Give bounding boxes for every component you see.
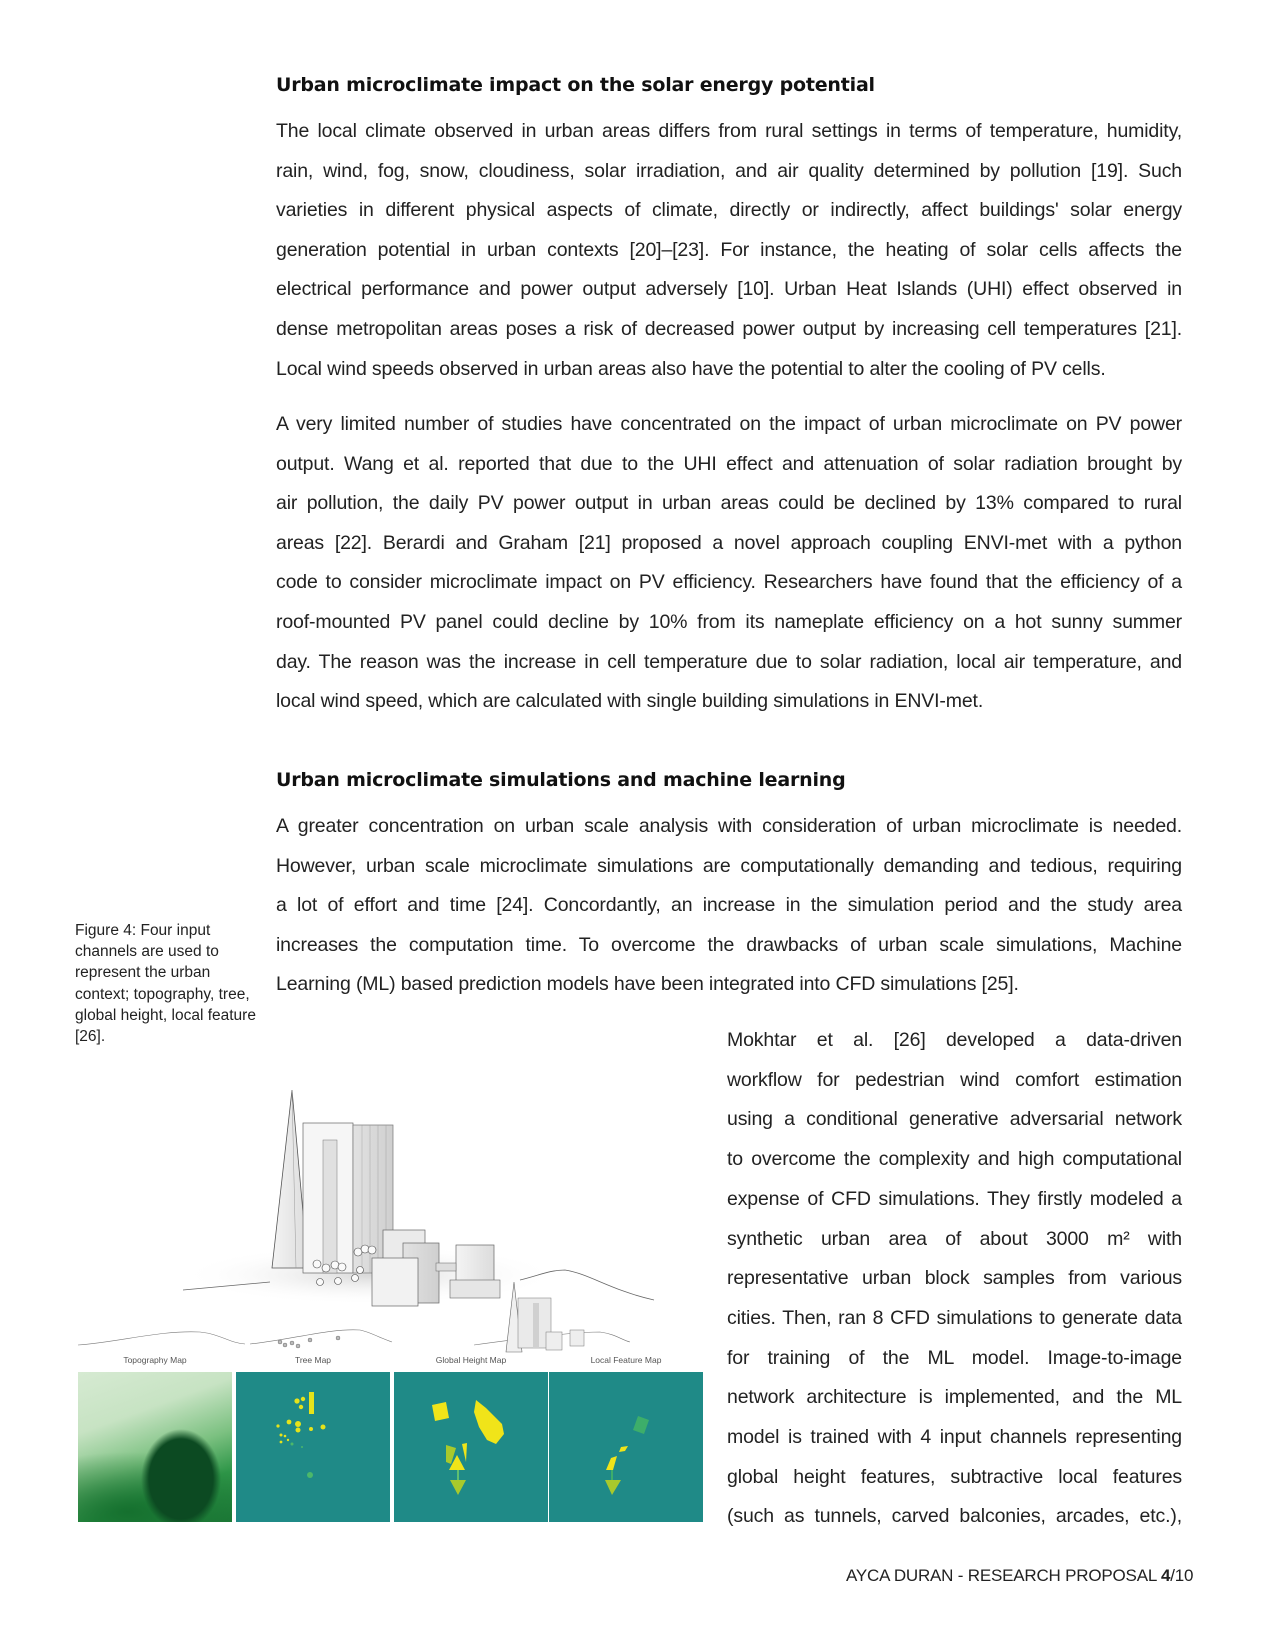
text-line: The local climate observed in urban areas differs from rural settings in terms of temperature, humidity, [276,120,1182,142]
text-line: expense of CFD simulations. They firstly modeled a [727,1187,1182,1210]
text-line: to overcome the complexity and high computational [727,1148,1182,1171]
section-heading-solar-potential: Urban microclimate impact on the solar energy potential [276,74,875,96]
text-line: increases the computation time. To overcome the drawbacks of urban scale simulations, Machine [276,933,1182,956]
text-line: output. Wang et al. reported that due to the UHI effect and attenuation of solar radiation brought by [276,452,1182,475]
map-label-topography: Topography Map [123,1355,187,1365]
page-footer [846,1566,1193,1586]
text-line: Local wind speeds observed in urban areas also have the potential to alter the cooling of PV cells. [276,357,1106,380]
paragraph-mokhtar [727,1021,1182,1537]
text-line: representative urban block samples from various [727,1267,1182,1290]
text-line: However, urban scale microclimate simulations are computationally demanding and tedious, requiring [276,854,1182,877]
caption-line: context; topography, tree, [75,985,250,1003]
text-line: dense metropolitan areas poses a risk of decreased power output by increasing cell temperatures [21]. [276,317,1182,340]
map-label-tree: Tree Map [294,1355,332,1365]
caption-line: channels are used to [75,943,219,961]
text-line: for training of the ML model. Image-to-image [727,1346,1182,1369]
text-line: roof-mounted PV panel could decline by 10% from its nameplate efficiency on a hot sunny summer [276,610,1182,633]
text-line: air pollution, the daily PV power output in urban areas could be declined by 13% compared to rural [276,492,1182,515]
text-line: (such as tunnels, carved balconies, arcades, etc.), [727,1505,1182,1528]
text-line: A very limited number of studies have concentrated on the impact of urban microclimate on PV power [276,413,1182,435]
text-line: areas [22]. Berardi and Graham [21] proposed a novel approach coupling ENVI-met with a python [276,531,1182,554]
footer-author-title: AYCA DURAN - RESEARCH PROPOSAL [846,1566,1161,1585]
figure-caption [75,920,275,1047]
text-line: day. The reason was the increase in cell temperature due to solar radiation, local air temperature, and [276,650,1182,673]
text-line: electrical performance and power output adversely [10]. Urban Heat Islands (UHI) effect observed in [276,278,1182,301]
map-label-global-height: Global Height Map [435,1355,507,1365]
global-height-map [394,1372,548,1522]
text-line: varieties in different physical aspects of climate, directly or indirectly, affect buildings' solar energy [276,199,1182,222]
text-line: workflow for pedestrian wind comfort estimation [727,1068,1182,1091]
page-number-current: 4 [1160,1566,1171,1585]
caption-line: Figure 4: Four input [75,922,211,939]
text-line: Mokhtar et al. [26] developed a data-driven [727,1029,1182,1051]
text-line: code to consider microclimate impact on PV efficiency. Researchers have found that the efficiency of a [276,571,1182,594]
text-line: generation potential in urban contexts [20]–[23]. For instance, the heating of solar cells affects the [276,238,1182,261]
section-heading-ml: Urban microclimate simulations and machine learning [276,769,846,791]
text-line: cities. Then, ran 8 CFD simulations to generate data [727,1306,1182,1329]
text-line: local wind speed, which are calculated with single building simulations in ENVI-met. [276,690,984,713]
text-line: model is trained with 4 input channels representing [727,1426,1182,1449]
caption-line: represent the urban [75,964,211,982]
caption-line: global height, local feature [75,1006,256,1024]
paragraph-local-climate [276,112,1182,389]
topography-map [78,1372,232,1522]
caption-line: [26]. [75,1028,106,1046]
tree-map [236,1372,390,1522]
text-line: global height features, subtractive local features [727,1465,1182,1488]
map-label-local-feature: Local Feature Map [590,1355,662,1365]
paragraph-urban-scale [276,807,1182,1005]
text-line: Learning (ML) based prediction models have been integrated into CFD simulations [25]. [276,973,1019,996]
text-line: synthetic urban area of about 3000 m² with [727,1227,1182,1250]
paragraph-limited-studies [276,405,1182,722]
urban-3d-render-figure [70,1060,710,1370]
text-line: using a conditional generative adversarial network [727,1108,1182,1131]
page-number-total: /10 [1170,1566,1194,1585]
text-line: A greater concentration on urban scale analysis with consideration of urban microclimate is needed. [276,815,1182,837]
input-channel-maps [70,1355,710,1525]
text-line: rain, wind, fog, snow, cloudiness, solar irradiation, and air quality determined by pollution [19]. Such [276,159,1182,182]
local-feature-map [549,1372,703,1522]
text-line: network architecture is implemented, and the ML [727,1386,1182,1409]
text-line: a lot of effort and time [24]. Concordantly, an increase in the simulation period and the study area [276,894,1182,917]
